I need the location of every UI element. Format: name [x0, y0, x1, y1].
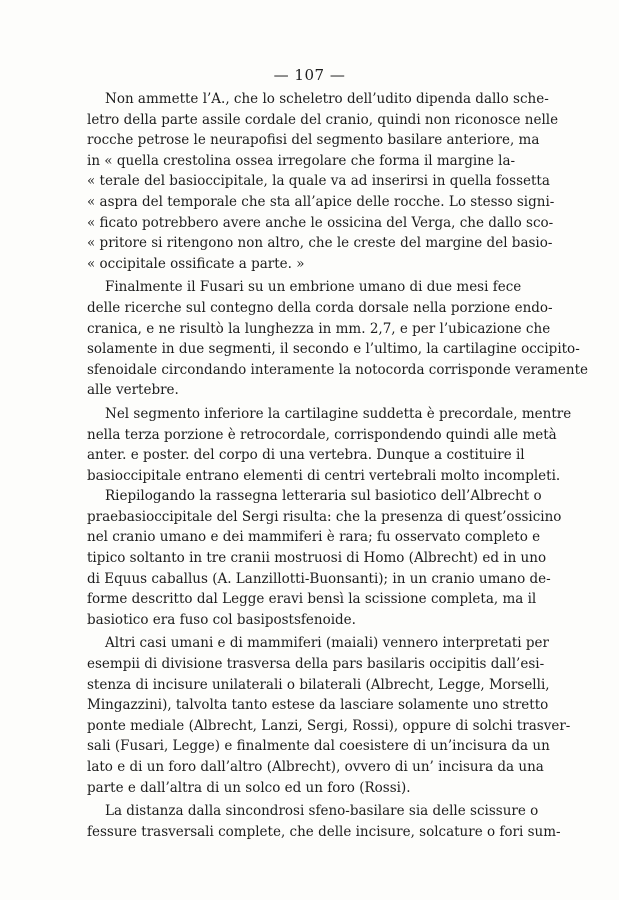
- text-line: anter. e poster. del corpo di una vertebra. Dunque a costituire il: [87, 447, 525, 464]
- paragraph: [87, 277, 589, 401]
- text-line: delle ricerche sul contegno della corda dorsale nella porzione endo-: [87, 299, 553, 316]
- paragraph: [87, 801, 561, 842]
- page-number: — 107 —: [273, 66, 346, 84]
- text-line: « aspra del temporale che sta all’apice delle rocche. Lo stesso signi-: [87, 193, 555, 210]
- text-line: Mingazzini), talvolta tanto estese da lasciare solamente uno stretto: [87, 697, 549, 714]
- text-line: solamente in due segmenti, il secondo e l’ultimo, la cartilagine occipito-: [87, 341, 580, 358]
- text-line: di Equus caballus (A. Lanzillotti-Buonsanti); in un cranio umano de-: [87, 570, 551, 587]
- text-line: basioccipitale entrano elementi di centri vertebrali molto incompleti.: [87, 467, 561, 484]
- text-line: Altri casi umani e di mammiferi (maiali) vennero interpretati per: [105, 635, 549, 652]
- text-line: « ficato potrebbero avere anche le ossicina del Verga, che dallo sco-: [87, 214, 554, 231]
- body-text: [87, 89, 589, 842]
- text-line: forme descritto dal Legge eravi bensì la scissione completa, ma il: [87, 591, 537, 608]
- paragraph: [87, 633, 571, 798]
- text-line: Finalmente il Fusari su un embrione umano di due mesi fece: [105, 279, 522, 296]
- text-line: parte e dall’altra di un solco ed un foro (Rossi).: [87, 779, 411, 796]
- text-line: stenza di incisure unilaterali o bilaterali (Albrecht, Legge, Morselli,: [87, 676, 550, 693]
- text-line: alle vertebre.: [87, 382, 179, 399]
- text-line: tipico soltanto in tre cranii mostruosi di Homo (Albrecht) ed in uno: [87, 550, 547, 567]
- text-line: sali (Fusari, Legge) e finalmente dal coesistere di un’incisura da un: [87, 738, 550, 755]
- paragraph: [87, 89, 559, 274]
- text-line: « terale del basioccipitale, la quale va ad inserirsi in quella fossetta: [87, 173, 550, 190]
- paragraph: [87, 486, 562, 630]
- text-line: La distanza dalla sincondrosi sfeno-basilare sia delle scissure o: [105, 803, 539, 820]
- text-line: sfenoidale circondando interamente la notocorda corrisponde veramente: [87, 361, 589, 378]
- text-line: rocche petrose le neurapofisi del segmento basilare anteriore, ma: [87, 132, 540, 149]
- paragraph: [87, 404, 572, 486]
- text-line: ponte mediale (Albrecht, Lanzi, Sergi, Rossi), oppure di solchi trasver-: [87, 717, 571, 734]
- text-line: praebasioccipitale del Sergi risulta: che la presenza di quest’ossicino: [87, 508, 562, 525]
- text-line: basiotico era fuso col basipostsfenoide.: [87, 611, 356, 628]
- text-line: nella terza porzione è retrocordale, corrispondendo quindi alle metà: [87, 426, 557, 443]
- text-line: lato e di un foro dall’altro (Albrecht), ovvero di un’ incisura da una: [87, 759, 544, 775]
- text-line: fessure trasversali complete, che delle incisure, solcature o fori sum-: [87, 823, 561, 840]
- text-line: in « quella crestolina ossea irregolare che forma il margine la-: [87, 152, 516, 169]
- text-line: Riepilogando la rassegna letteraria sul basiotico dell’Albrecht o: [105, 488, 542, 505]
- text-line: cranica, e ne risultò la lunghezza in mm. 2,7, e per l’ubicazione che: [87, 320, 551, 337]
- text-line: Nel segmento inferiore la cartilagine suddetta è precordale, mentre: [105, 405, 572, 422]
- text-line: « pritore si ritengono non altro, che le creste del margine del basio-: [87, 235, 553, 252]
- text-line: letro della parte assile cordale del cranio, quindi non riconosce nelle: [87, 111, 559, 128]
- text-line: « occipitale ossificate a parte. »: [87, 255, 305, 272]
- text-line: esempii di divisione trasversa della pars basilaris occipitis dall’esi-: [87, 656, 545, 673]
- text-line: Non ammette l’A., che lo scheletro dell’udito dipenda dallo sche-: [105, 91, 549, 107]
- text-line: nel cranio umano e dei mammiferi è rara; fu osservato completo e: [87, 529, 541, 546]
